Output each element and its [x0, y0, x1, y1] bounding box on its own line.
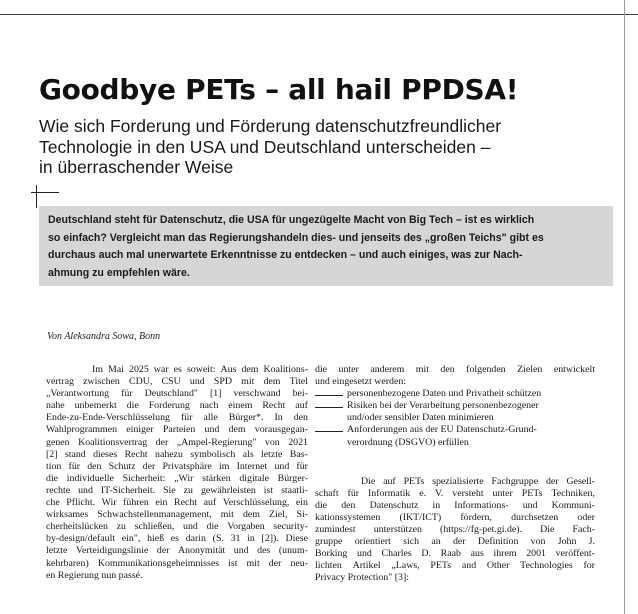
lead-line: so einfach? Vergleicht man das Regierungshandeln dies- und jenseits des „großen Teichs" gibt es	[48, 231, 544, 244]
word: kationssystemen	[315, 511, 381, 523]
word: Sicherheit:	[122, 472, 166, 484]
body-line	[46, 364, 308, 376]
crop-mark-horizontal	[31, 192, 59, 193]
word: Techniken,	[551, 487, 595, 499]
word: dem	[263, 376, 281, 388]
word: rechte	[46, 484, 71, 496]
word: Informations-	[454, 499, 509, 511]
word: „Ampel-Regierung"	[176, 436, 257, 448]
word: J.	[588, 536, 595, 548]
dash-bullet-icon	[315, 431, 343, 432]
body-line	[46, 449, 308, 461]
author-byline: Von Aleksandra Sowa, Bonn	[47, 331, 161, 342]
word: es	[170, 533, 179, 545]
word: dem	[228, 424, 246, 436]
body-line	[46, 485, 308, 497]
word: Other	[486, 560, 510, 572]
word: lichten	[315, 560, 342, 572]
article-subtitle	[39, 116, 619, 178]
word: Datenschutz	[369, 499, 419, 511]
word: vertrag	[46, 376, 74, 388]
subtitle-line: in überraschender Weise	[39, 157, 234, 177]
word: Koalitionsvertrag	[78, 436, 148, 448]
word: e.	[419, 487, 427, 499]
lead-line: Deutschland steht für Datenschutz, die USA für ungezügelte Macht von Big Tech – ist es wirklich	[48, 214, 535, 226]
body-line	[46, 376, 308, 388]
word: als	[242, 448, 254, 460]
word: anderem	[370, 364, 405, 375]
word: der	[155, 436, 169, 448]
body-line	[315, 572, 595, 584]
word: (S.	[212, 533, 224, 545]
word: Schutz	[108, 460, 136, 472]
body-line	[46, 424, 308, 436]
word: Borking	[315, 548, 348, 560]
word: die	[126, 400, 139, 412]
word: fördern,	[460, 511, 492, 523]
right-column	[315, 364, 595, 585]
body-line	[315, 500, 595, 512]
body-line	[46, 461, 308, 473]
word: soweit:	[186, 364, 216, 375]
word: by-design/default	[46, 533, 116, 545]
word: CSU	[161, 376, 181, 388]
word: PETs	[430, 560, 452, 572]
word: für	[121, 388, 133, 400]
word: Pflicht.	[66, 497, 96, 509]
bullet-continuation: verordnung (DSGVO) erfüllen	[347, 436, 469, 448]
word: war	[153, 364, 169, 375]
word: Recht	[124, 448, 148, 460]
line-text: Privacy Protection" [3]:	[315, 572, 409, 584]
word: und	[522, 499, 538, 511]
word: Titel	[289, 376, 308, 388]
word: folgenden	[466, 364, 506, 375]
word: die	[46, 472, 59, 484]
lead-line: ahmung zu empfehlen wäre.	[48, 266, 190, 279]
word: individuelle	[66, 472, 114, 484]
word: Definition	[477, 536, 519, 548]
word: Wir	[101, 497, 117, 509]
bullet-item	[315, 388, 595, 400]
word: ist	[228, 557, 238, 569]
crop-mark-vertical	[36, 185, 37, 208]
word: auf	[383, 475, 396, 487]
body-line	[46, 545, 308, 557]
body-line	[46, 497, 308, 509]
word: Fach-	[572, 524, 595, 536]
word: den	[293, 412, 308, 424]
word: Bürger-	[277, 472, 308, 484]
top-rule	[0, 14, 638, 15]
word: Die	[540, 524, 555, 536]
word: es	[173, 364, 182, 375]
word: nahezu	[155, 448, 183, 460]
body-line	[315, 512, 595, 524]
word: tion	[46, 460, 62, 472]
word: Ende-zu-Ende-Verschlüsselung	[46, 412, 170, 424]
word: einiger	[126, 424, 154, 436]
word: aus	[470, 548, 484, 560]
word: gewährleisten	[200, 484, 256, 496]
body-line	[46, 412, 308, 424]
word: sich	[403, 536, 420, 548]
dash-bullet-icon	[315, 395, 343, 396]
word: entwickelt	[553, 364, 595, 375]
word: unterstützen	[373, 524, 422, 536]
word: ihrem	[493, 548, 517, 560]
word: einem	[228, 400, 253, 412]
word: die	[206, 521, 219, 533]
dash-bullet-icon	[315, 407, 343, 408]
word: 2001	[526, 548, 546, 560]
word: for	[583, 560, 595, 572]
word: „Verantwortung	[46, 388, 110, 400]
word: Schwachstellenmanagement,	[97, 509, 212, 521]
word: zu	[183, 484, 193, 496]
word: Aus	[220, 364, 237, 375]
word: che	[46, 497, 60, 509]
word: an	[431, 536, 441, 548]
word: genen	[46, 436, 70, 448]
word: spezialisierte	[432, 475, 484, 487]
body-line	[46, 533, 308, 545]
word: ein	[295, 497, 308, 509]
word: neu-	[290, 557, 308, 569]
word: gruppe	[315, 536, 343, 548]
subtitle-line: Wie sich Forderung und Förderung datenschutzfreundlicher	[39, 116, 502, 136]
body-line	[315, 364, 595, 376]
word: mit	[241, 376, 255, 388]
word: der	[452, 536, 466, 548]
bullet-continuation: und/oder sensibler Daten minimieren	[347, 412, 494, 424]
word: den	[341, 499, 356, 511]
word: wirksames	[46, 509, 89, 521]
body-line	[315, 560, 595, 572]
word: SPD	[213, 376, 232, 388]
word: D.	[421, 548, 431, 560]
word: auf	[295, 400, 308, 412]
word: Vorgaben	[227, 521, 265, 533]
word: Ziel,	[269, 509, 288, 521]
word: Koalitions-	[263, 364, 308, 375]
word: Recht	[174, 497, 198, 509]
word: Wahlprogrammen	[46, 424, 118, 436]
word: auf	[203, 497, 217, 509]
word: der	[545, 475, 559, 487]
left-column	[46, 364, 308, 582]
word: für	[296, 460, 308, 472]
word: stand	[64, 448, 86, 460]
word: führen	[123, 497, 149, 509]
word: Charles	[381, 548, 412, 560]
word: nach	[199, 400, 219, 412]
word: Verteidigungslinie	[75, 545, 149, 557]
word: durchsetzen	[511, 511, 559, 523]
word: mit	[220, 509, 234, 521]
paragraph-gap	[315, 449, 595, 476]
word: alle	[203, 412, 218, 424]
word: Parteien	[162, 424, 196, 436]
word: Bürger*.	[228, 412, 264, 424]
word: Kommuni-	[551, 499, 595, 511]
word: die	[315, 499, 328, 511]
body-line	[46, 570, 308, 582]
word: John	[557, 536, 577, 548]
word: zwischen	[83, 376, 120, 388]
word: In	[274, 412, 283, 424]
lead-box	[39, 206, 613, 286]
body-line	[46, 473, 308, 485]
word: darin	[185, 533, 206, 545]
word: unter	[338, 364, 359, 375]
word: 31	[230, 533, 241, 545]
word: Raab	[440, 548, 461, 560]
word: Verschlüsselung,	[222, 497, 290, 509]
word: IT-Sicherheit.	[100, 484, 156, 496]
word: Artikel	[352, 560, 381, 572]
word: bei-	[292, 388, 308, 400]
word: Informatik	[368, 487, 411, 499]
word: des	[257, 545, 271, 557]
word: veröffent-	[555, 548, 595, 560]
word: 2025	[129, 364, 149, 375]
word: cherheitslücken	[46, 521, 108, 533]
word: CDU,	[129, 376, 153, 388]
word: schaft	[315, 487, 339, 499]
word: der	[156, 545, 170, 557]
bullet-item	[315, 400, 595, 412]
body-line	[315, 488, 595, 500]
word: Bas-	[289, 448, 308, 460]
word: Si-	[296, 509, 308, 521]
word: Fachgruppe	[491, 475, 539, 487]
word: letzte	[261, 448, 283, 460]
word: unter	[492, 487, 513, 499]
body-line	[315, 376, 595, 388]
word: Diese	[285, 533, 308, 545]
word: PETs	[403, 475, 425, 487]
body-line	[315, 476, 595, 488]
word: der	[268, 557, 282, 569]
word: dem	[241, 364, 259, 375]
lead-line: durchaus auch mal unerwartete Erkenntnisse zu entdecken – und auch einiges, was zur Nach-	[48, 249, 523, 261]
word: stärken	[202, 472, 231, 484]
line-text: en Regierung nun passé.	[46, 569, 143, 581]
body-line	[46, 521, 308, 533]
word: Technologies	[520, 560, 573, 572]
word: den	[87, 460, 102, 472]
word: symbolisch	[190, 448, 236, 460]
bullet-text: personenbezogene Daten und Privatheit schützen	[347, 388, 542, 400]
word: und	[183, 521, 198, 533]
word: in	[432, 499, 441, 511]
word: mit	[246, 557, 260, 569]
bullet-item	[315, 424, 595, 436]
body-line	[315, 548, 595, 560]
word: security-	[273, 521, 308, 533]
body-line	[315, 524, 595, 536]
word: Recht	[262, 400, 286, 412]
body-line	[46, 558, 308, 570]
word: Sie	[163, 484, 176, 496]
word: [2]	[46, 448, 58, 460]
article-title: Goodbye PETs – all hail PPDSA!	[39, 73, 519, 106]
word: versteht	[452, 487, 484, 499]
word: Internet	[236, 460, 268, 472]
word: ist	[263, 484, 274, 496]
word: hieß	[147, 533, 165, 545]
word: und	[357, 548, 372, 560]
body-line	[46, 400, 308, 412]
bullet-text: Anforderungen aus der EU Datenschutz-Grund-	[347, 424, 537, 436]
word: Zielen	[517, 364, 543, 375]
bullet-text: Risiken bei der Verarbeitung personenbezogener	[347, 400, 539, 412]
subtitle-line: Technologie in den USA und Deutschland unterscheiden –	[39, 136, 491, 157]
word: und	[204, 424, 220, 436]
word: „Wir	[174, 472, 194, 484]
word: Die	[361, 475, 376, 487]
word: oder	[577, 511, 595, 523]
word: kehrbaren)	[46, 557, 89, 569]
word: Privatsphäre	[162, 460, 212, 472]
word: Gesell-	[566, 475, 595, 487]
word: Deutschland"	[144, 388, 198, 400]
word: dem	[242, 509, 260, 521]
word: die	[315, 364, 328, 375]
word: von	[264, 436, 280, 448]
word: verschwand	[233, 388, 281, 400]
word: zumindest	[315, 524, 356, 536]
body-line	[315, 536, 595, 548]
word: nahe	[46, 400, 65, 412]
word: ein",	[121, 533, 141, 545]
word: (https://fg-pet.gi.de).	[440, 524, 523, 536]
word: letzte	[46, 545, 68, 557]
word: Kommunikationsgeheimnisses	[97, 557, 220, 569]
word: 2021	[288, 436, 308, 448]
word: unbemerkt	[74, 400, 117, 412]
body-line	[46, 437, 308, 449]
word: PETs	[521, 487, 543, 499]
word: (unum-	[278, 545, 308, 557]
word: schließen,	[134, 521, 175, 533]
word: Forderung	[148, 400, 190, 412]
word: Anonymität	[178, 545, 226, 557]
word: der	[142, 460, 156, 472]
word: ein	[155, 497, 168, 509]
line-text: und eingesetzt werden:	[315, 376, 407, 388]
word: von	[530, 536, 546, 548]
word: V.	[435, 487, 444, 499]
word: und	[189, 376, 205, 388]
word: orientiert	[354, 536, 391, 548]
word: zu	[116, 521, 126, 533]
word: [2]).	[261, 533, 279, 545]
word: (IKT/ICT)	[399, 511, 442, 523]
word: und	[78, 484, 93, 496]
word: mit	[415, 364, 429, 375]
body-line	[46, 388, 308, 400]
word: in	[247, 533, 255, 545]
word: für	[347, 487, 360, 499]
word: den	[440, 364, 455, 375]
word: staatli-	[281, 484, 308, 496]
word: und	[274, 460, 290, 472]
word: und	[233, 545, 249, 557]
word: Mai	[108, 364, 124, 375]
word: für	[68, 460, 81, 472]
word: im	[218, 460, 230, 472]
word: digitale	[239, 472, 269, 484]
word: vorausgegan-	[254, 424, 308, 436]
word: [1]	[209, 388, 222, 400]
body-line	[46, 509, 308, 521]
word: für	[180, 412, 193, 424]
word: Im	[92, 364, 103, 375]
word: and	[461, 560, 477, 572]
word: „Laws,	[391, 560, 420, 572]
word: dieses	[93, 448, 118, 460]
